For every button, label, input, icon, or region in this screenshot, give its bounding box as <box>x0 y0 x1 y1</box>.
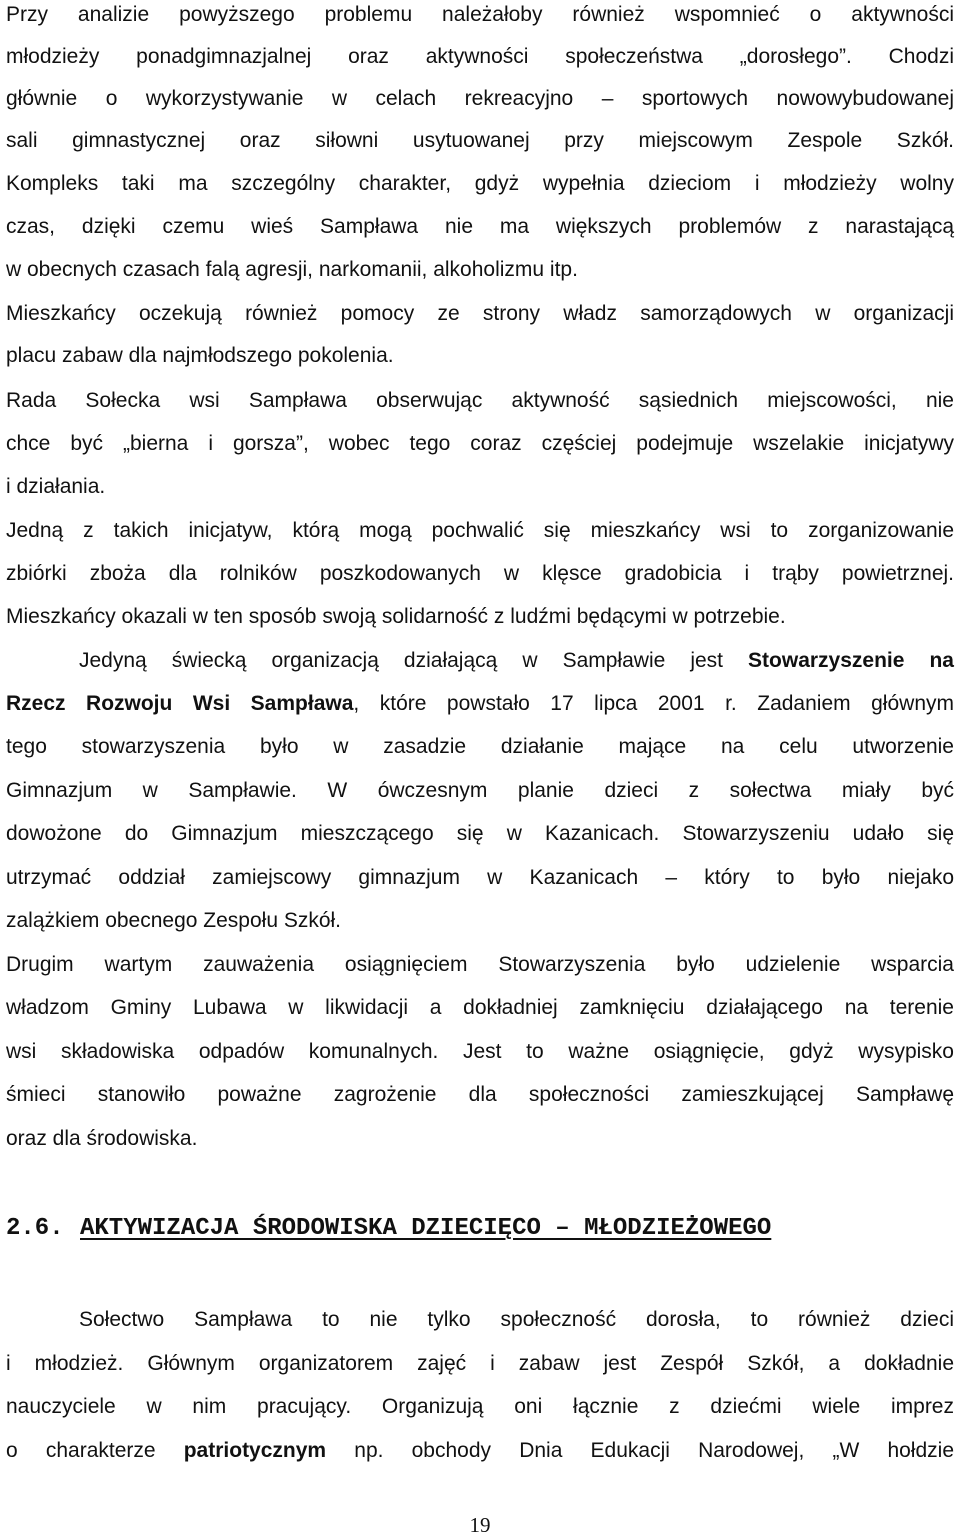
text-line <box>79 646 954 676</box>
text-line: w obecnych czasach falą agresji, narkomanii, alkoholizmu itp. <box>6 258 578 281</box>
text-line: Drugim wartym zauważenia osiągnięciem Stowarzyszenia było udzielenie wsparcia <box>6 953 954 976</box>
text-line: Gimnazjum w Sampławie. W ówczesnym planie dzieci z sołectwa miały być <box>6 779 954 802</box>
text-line: dowożone do Gimnazjum mieszczącego się w Kazanicach. Stowarzyszeniu udało się <box>6 822 954 845</box>
text-run: np. obchody Dnia Edukacji Narodowej, „W hołdzie <box>326 1439 954 1462</box>
section-title: AKTYWIZACJA ŚRODOWISKA DZIECIĘCO – MŁODZIEŻOWEGO <box>80 1215 772 1242</box>
text-line: śmieci stanowiło poważne zagrożenie dla społeczności zamieszkującej Sampławę <box>6 1083 954 1106</box>
section-number: 2.6. <box>6 1215 64 1242</box>
organization-name: Rzecz Rozwoju Wsi Sampława <box>6 692 354 715</box>
text-line: głównie o wykorzystywanie w celach rekreacyjno – sportowych nowowybudowanej <box>6 87 954 110</box>
text-line: i działania. <box>6 475 106 498</box>
section-heading <box>6 1213 771 1245</box>
text-line: nauczyciele w nim pracujący. Organizują oni łącznie z dziećmi wiele imprez <box>6 1395 954 1418</box>
text-line: Rada Sołecka wsi Sampława obserwując aktywność sąsiednich miejscowości, nie <box>6 389 954 412</box>
emphasis-word: patriotycznym <box>183 1439 327 1462</box>
text-line: placu zabaw dla najmłodszego pokolenia. <box>6 344 394 367</box>
text-line: oraz dla środowiska. <box>6 1127 198 1150</box>
text-line: chce być „bierna i gorsza”, wobec tego coraz częściej podejmuje wszelakie inicjatywy <box>6 432 954 455</box>
text-line: Sołectwo Sampława to nie tylko społeczność dorosła, to również dzieci <box>79 1308 954 1331</box>
text-run: o charakterze <box>6 1439 184 1462</box>
text-line: Mieszkańcy oczekują również pomocy ze strony władz samorządowych w organizacji <box>6 302 954 325</box>
text-line: władzom Gminy Lubawa w likwidacji a dokładniej zamknięciu działającego na terenie <box>6 996 954 1019</box>
text-run: Jedyną świecką organizacją działającą w Sampławie jest <box>79 649 749 672</box>
text-line: Jedną z takich inicjatyw, którą mogą pochwalić się mieszkańcy wsi to zorganizowanie <box>6 519 954 542</box>
text-line: zbiórki zboża dla rolników poszkodowanych w klęsce gradobicia i trąby powietrznej. <box>6 562 954 585</box>
text-line <box>6 1436 954 1466</box>
text-run: , które powstało 17 lipca 2001 r. Zadaniem głównym <box>353 692 954 715</box>
text-line: młodzieży ponadgimnazjalnej oraz aktywności społeczeństwa „dorosłego”. Chodzi <box>6 45 954 68</box>
text-line: i młodzież. Głównym organizatorem zajęć i zabaw jest Zespół Szkół, a dokładnie <box>6 1352 954 1375</box>
text-line: Mieszkańcy okazali w ten sposób swoją solidarność z ludźmi będącymi w potrzebie. <box>6 605 786 628</box>
organization-name: Stowarzyszenie na <box>748 649 954 672</box>
page-number: 19 <box>469 1513 491 1537</box>
text-line: czas, dzięki czemu wieś Sampława nie ma większych problemów z narastającą <box>6 215 954 238</box>
text-line <box>6 689 954 719</box>
text-line: utrzymać oddział zamiejscowy gimnazjum w Kazanicach – który to było niejako <box>6 866 954 889</box>
text-line: sali gimnastycznej oraz siłowni usytuowanej przy miejscowym Zespole Szkół. <box>6 129 954 152</box>
text-line: zalążkiem obecnego Zespołu Szkół. <box>6 909 342 932</box>
text-line: tego stowarzyszenia było w zasadzie działanie mające na celu utworzenie <box>6 735 954 758</box>
text-line: Kompleks taki ma szczególny charakter, gdyż wypełnia dzieciom i młodzieży wolny <box>6 172 954 195</box>
text-line: Przy analizie powyższego problemu należałoby również wspomnieć o aktywności <box>6 3 954 26</box>
text-line: wsi składowiska odpadów komunalnych. Jest to ważne osiągnięcie, gdyż wysypisko <box>6 1040 954 1063</box>
